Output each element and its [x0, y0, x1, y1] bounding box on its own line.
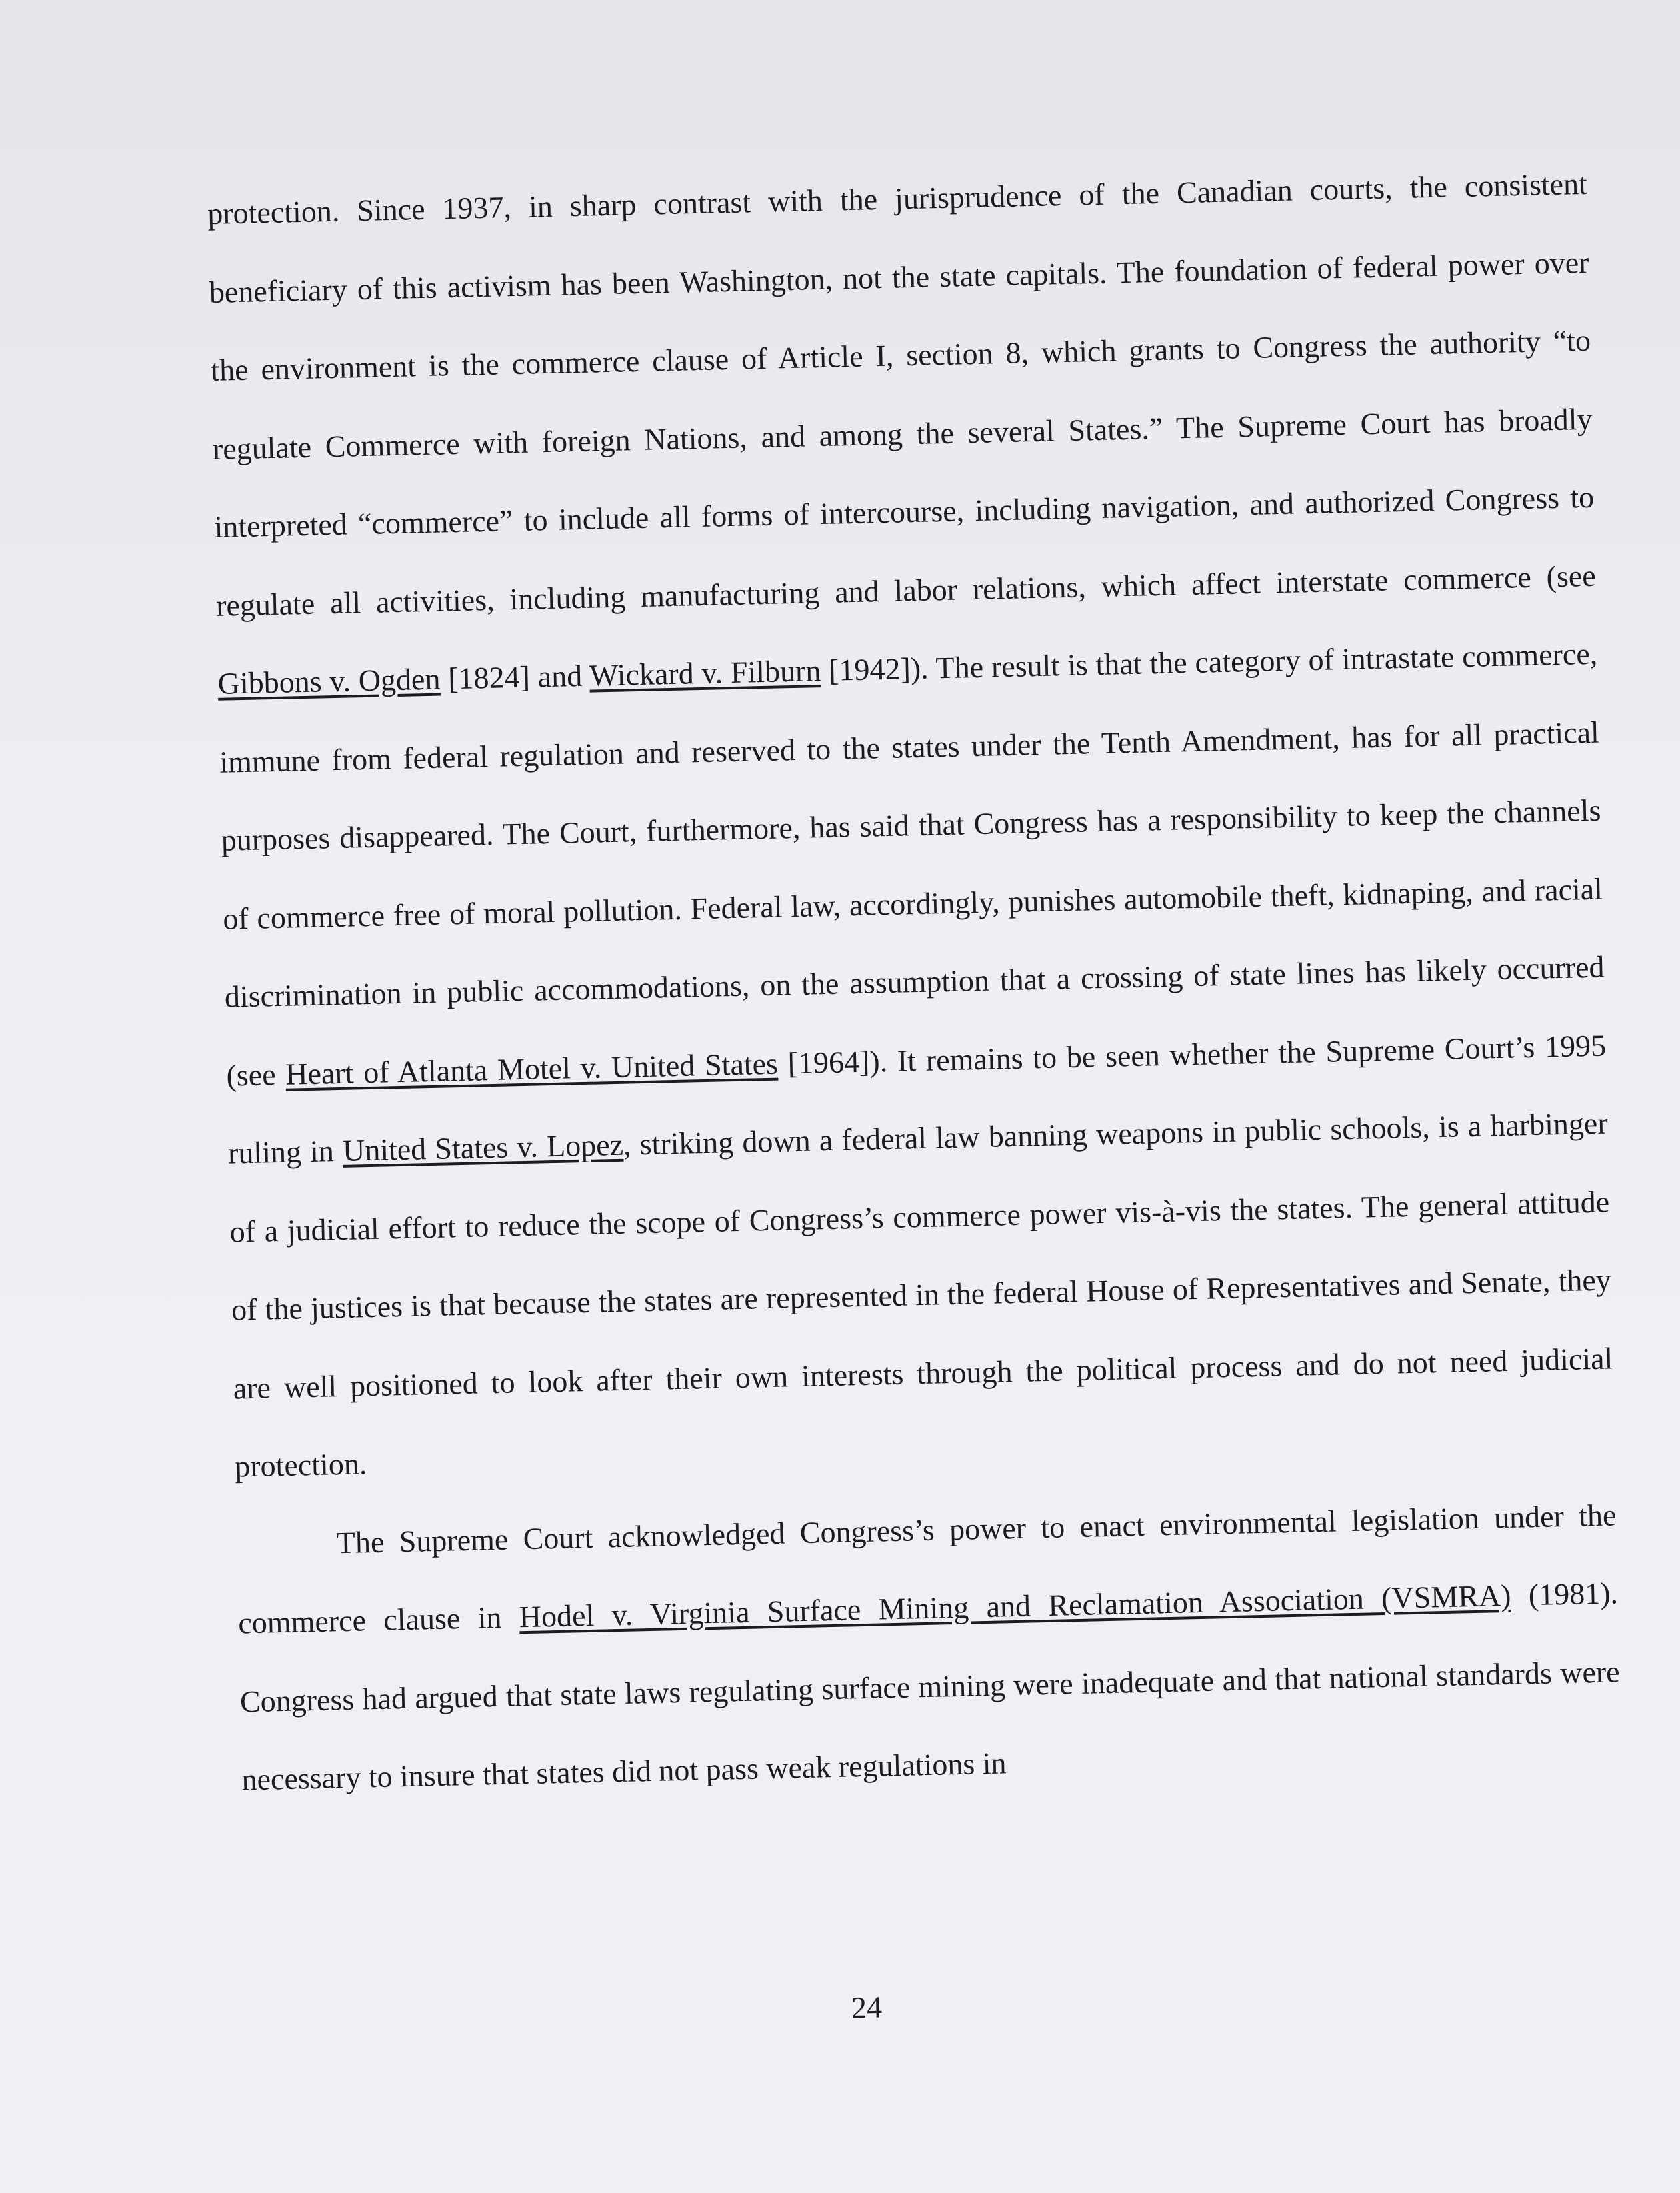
case-citation: Wickard v. Filburn [589, 653, 821, 693]
text-run: (1981). Congress had argued that state laws regulating surface mining were inadequate and that national standards were necessary to insure that states did not pass weak regulations in [239, 1576, 1621, 1797]
text-run: protection. Since 1937, in sharp contrast with the jurisprudence of the Canadian courts, the consistent beneficiary of this activism has been Washington, not the state capitals. The foundation of federal power over the environment is the commerce clause of Article I, section 8, which grants to Congress the authority “to regulate Commerce with foreign Nations, and among the several States.” The Supreme Court has broadly interpreted “commerce” to include all forms of intercourse, including navigation, and authorized Congress to regulate all activities, including manufacturing and labor relations, which affect interstate commerce (see [207, 166, 1597, 623]
case-citation: Heart of Atlanta Motel v. United States [285, 1046, 779, 1091]
paragraph [236, 1476, 1623, 1819]
text-run: [1964]). It remains to be seen whether the Supreme Court’s 1995 ruling in [227, 1028, 1607, 1170]
text-run: , striking down a federal law banning weapons in public schools, is a harbinger of a judicial effort to reduce the scope of Congress’s commerce power vis-à-vis the states. The general attitude of the justices is that because the states are represented in the federal House of Representatives and Senate, they are well positioned to look after their own interests through the political process and do not need judicial protection. [229, 1106, 1613, 1484]
case-citation: Gibbons v. Ogden [217, 661, 441, 701]
text-run: The Supreme Court acknowledged Congress’s power to enact environmental legislation under the commerce clause in [237, 1497, 1617, 1640]
paragraph [207, 145, 1615, 1506]
case-citation: United States v. Lopez [342, 1127, 624, 1168]
body-text [207, 145, 1622, 1819]
text-run: [1942]). The result is that the category of intrastate commerce, immune from federal regulation and reserved to the states under the Tenth Amendment, has for all practical purposes disappeared. The Court, furthermore, has said that Congress has a responsibility to keep the channels of commerce free of moral pollution. Federal law, accordingly, punishes automobile theft, kidnaping, and racial discrimination in public accommodations, on the assumption that a crossing of state lines has likely occurred (see [219, 636, 1605, 1093]
case-citation: Hodel v. Virginia Surface Mining and Reclamation Association (VSMRA) [519, 1578, 1511, 1634]
text-run: [1824] and [439, 658, 590, 696]
page-number: 24 [851, 1990, 883, 2025]
